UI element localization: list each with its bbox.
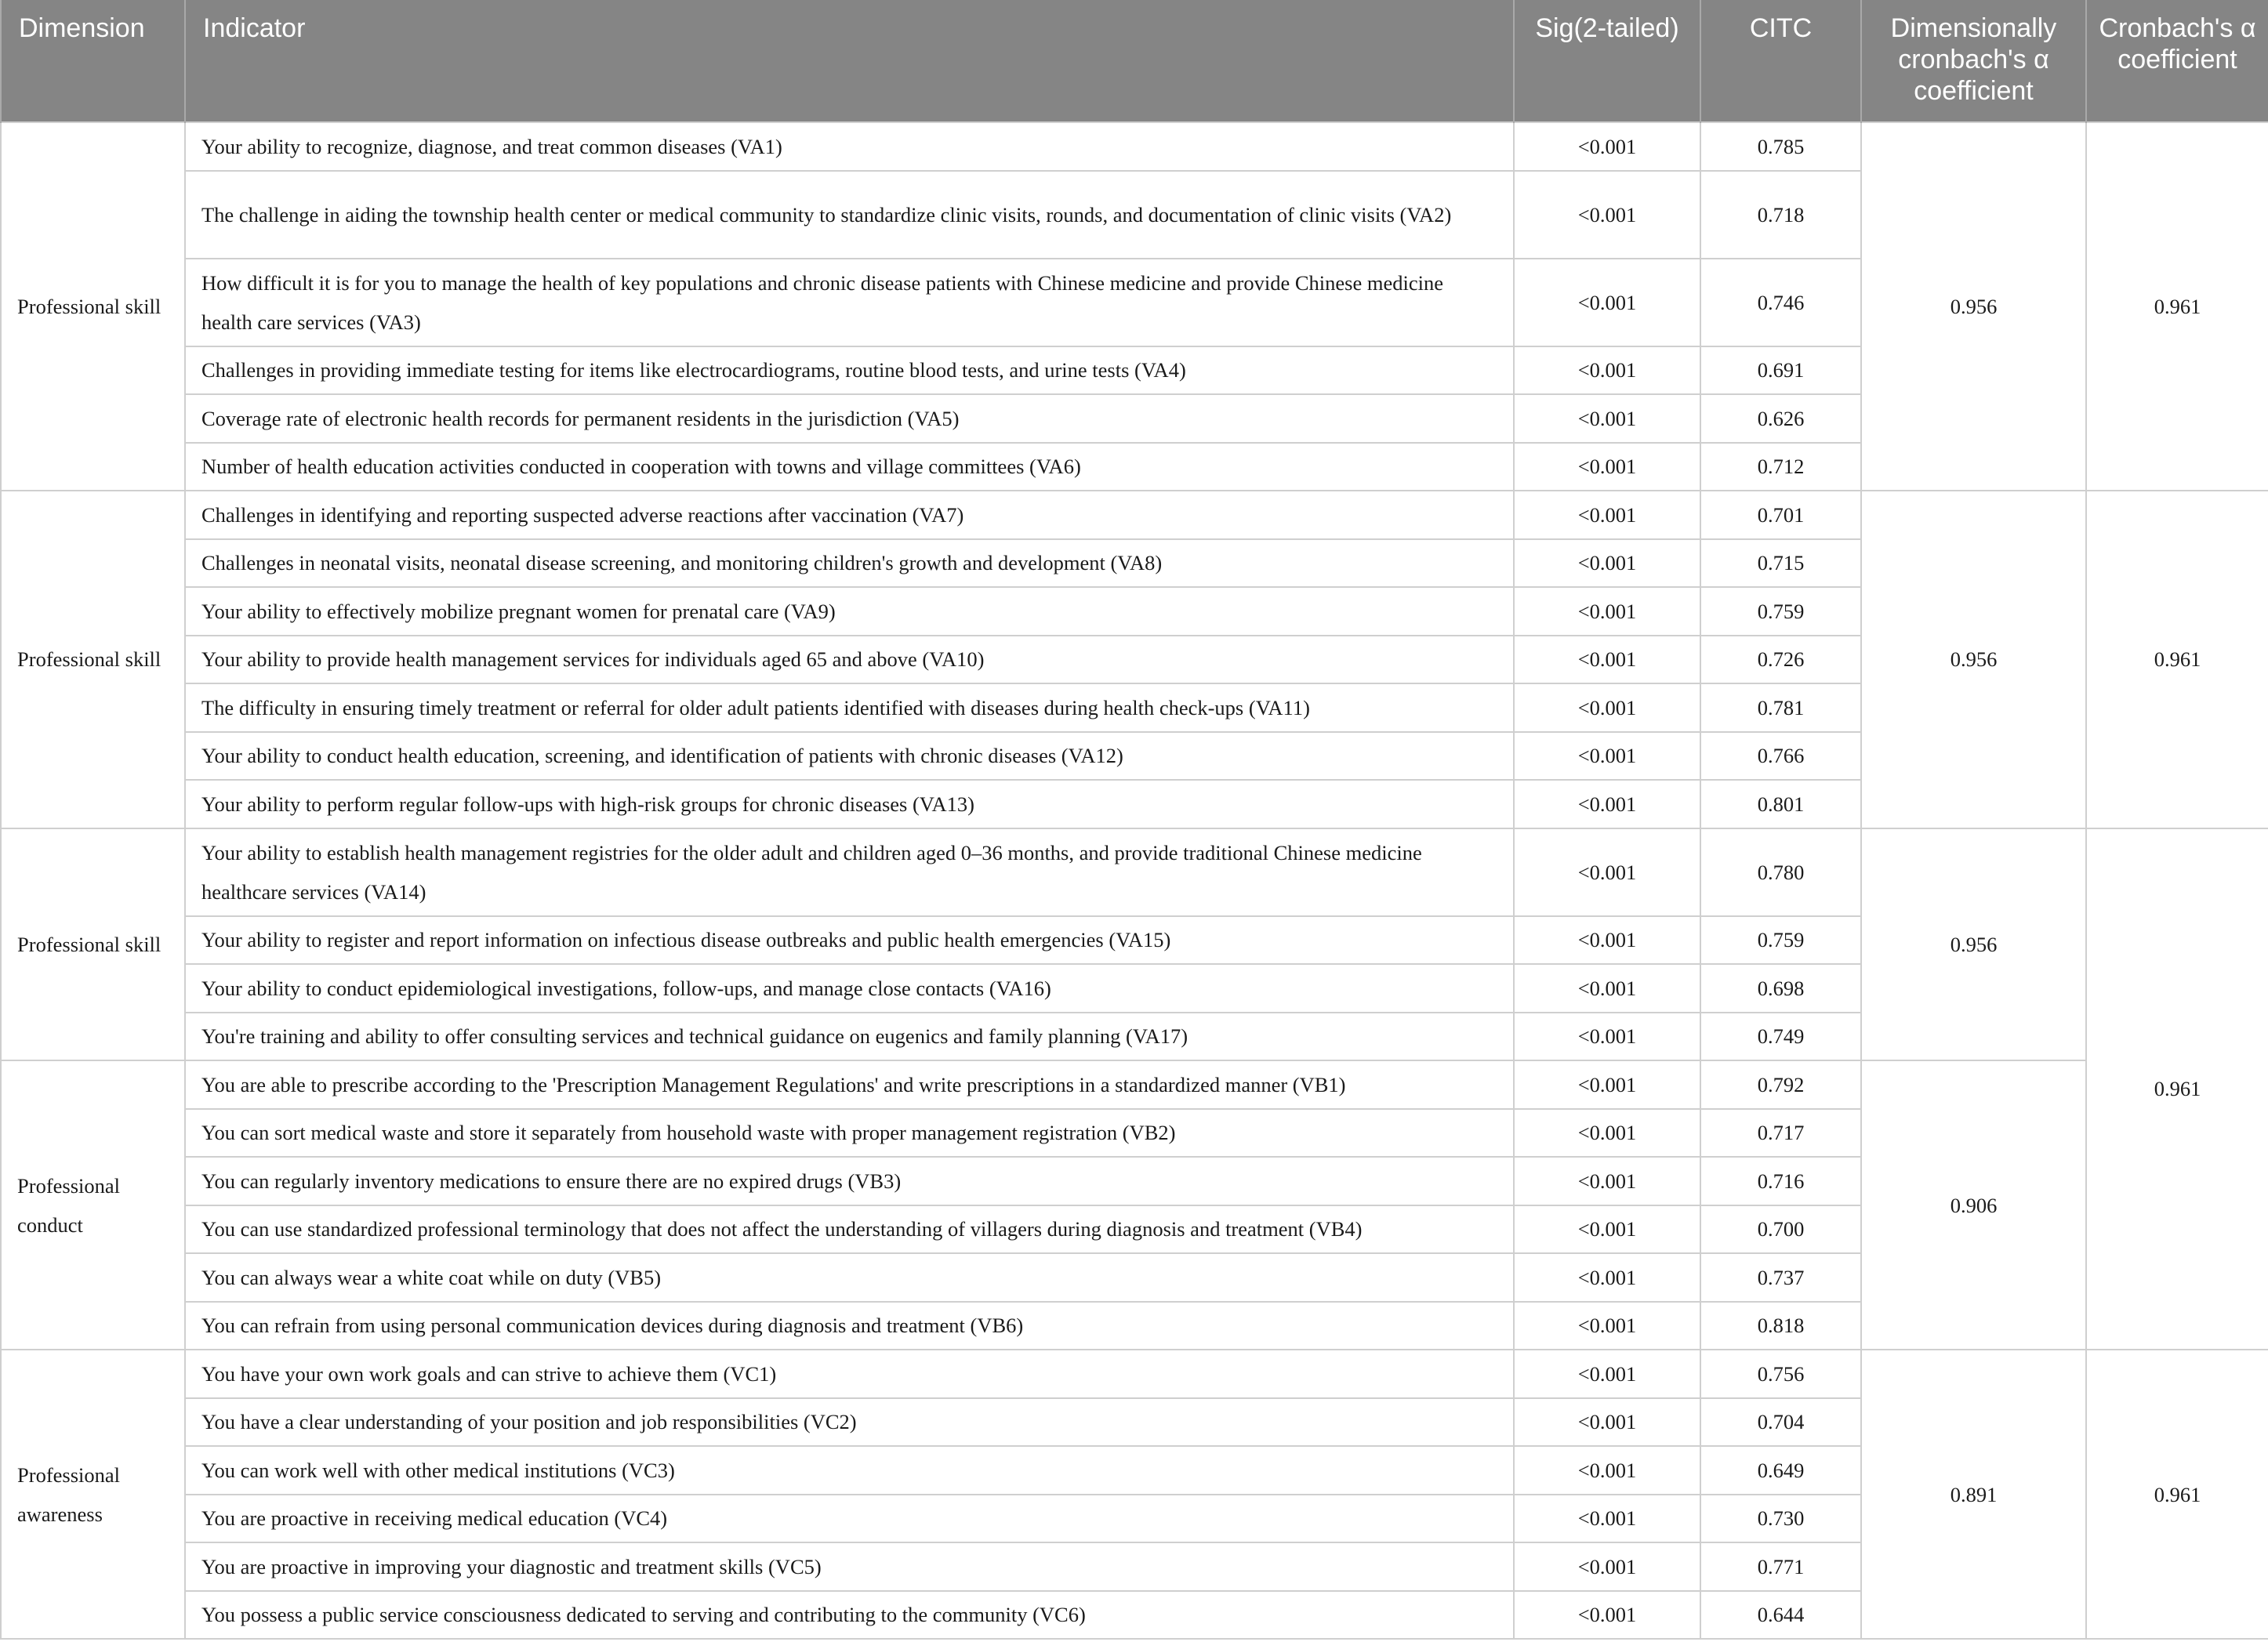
indicator-cell: The challenge in aiding the township health center or medical community to standardize clinic visits, rounds, and documentation of clinic visits (VA2) [185, 171, 1514, 259]
sig-cell: <0.001 [1514, 1350, 1700, 1398]
citc-cell: 0.759 [1700, 587, 1861, 636]
sig-cell: <0.001 [1514, 1302, 1700, 1350]
dimension-cell: Professional skill [1, 122, 185, 491]
dimension-cell: Professional awareness [1, 1350, 185, 1639]
sig-cell: <0.001 [1514, 964, 1700, 1013]
sig-cell: <0.001 [1514, 346, 1700, 395]
indicator-cell: Number of health education activities conducted in cooperation with towns and village committees (VA6) [185, 443, 1514, 491]
table-row [1, 491, 2268, 539]
citc-cell: 0.626 [1700, 394, 1861, 443]
indicator-cell: You possess a public service consciousness dedicated to serving and contributing to the community (VC6) [185, 1591, 1514, 1640]
sig-cell: <0.001 [1514, 1013, 1700, 1061]
citc-cell: 0.756 [1700, 1350, 1861, 1398]
citc-cell: 0.771 [1700, 1542, 1861, 1591]
header-dimension: Dimension [1, 0, 185, 122]
dim-alpha-cell: 0.956 [1861, 122, 2086, 491]
citc-cell: 0.715 [1700, 539, 1861, 588]
alpha-cell: 0.961 [2086, 828, 2268, 1350]
sig-cell: <0.001 [1514, 1446, 1700, 1495]
indicator-cell: Your ability to perform regular follow-ups with high-risk groups for chronic diseases (VA13) [185, 780, 1514, 828]
table-row [1, 1350, 2268, 1398]
indicator-cell: You can always wear a white coat while on duty (VB5) [185, 1253, 1514, 1302]
sig-cell: <0.001 [1514, 916, 1700, 965]
indicator-cell: Challenges in identifying and reporting suspected adverse reactions after vaccination (VA7) [185, 491, 1514, 539]
indicator-cell: You can sort medical waste and store it separately from household waste with proper management registration (VB2) [185, 1109, 1514, 1158]
citc-cell: 0.780 [1700, 828, 1861, 916]
citc-cell: 0.704 [1700, 1398, 1861, 1447]
indicator-cell: Challenges in providing immediate testing for items like electrocardiograms, routine blood tests, and urine tests (VA4) [185, 346, 1514, 395]
sig-cell: <0.001 [1514, 539, 1700, 588]
indicator-cell: You have a clear understanding of your position and job responsibilities (VC2) [185, 1398, 1514, 1447]
header-sig: Sig(2-tailed) [1514, 0, 1700, 122]
citc-cell: 0.717 [1700, 1109, 1861, 1158]
citc-cell: 0.698 [1700, 964, 1861, 1013]
header-dim-alpha: Dimensionally cronbach's α coefficient [1861, 0, 2086, 122]
citc-cell: 0.766 [1700, 732, 1861, 781]
dimension-cell: Professional skill [1, 828, 185, 1061]
citc-cell: 0.792 [1700, 1060, 1861, 1109]
citc-cell: 0.726 [1700, 636, 1861, 684]
sig-cell: <0.001 [1514, 1060, 1700, 1109]
indicator-cell: You can refrain from using personal communication devices during diagnosis and treatment (VB6) [185, 1302, 1514, 1350]
dim-alpha-cell: 0.891 [1861, 1350, 2086, 1639]
sig-cell: <0.001 [1514, 1205, 1700, 1254]
sig-cell: <0.001 [1514, 1495, 1700, 1543]
sig-cell: <0.001 [1514, 443, 1700, 491]
dim-alpha-cell: 0.956 [1861, 491, 2086, 828]
citc-cell: 0.701 [1700, 491, 1861, 539]
citc-cell: 0.730 [1700, 1495, 1861, 1543]
sig-cell: <0.001 [1514, 780, 1700, 828]
citc-cell: 0.801 [1700, 780, 1861, 828]
sig-cell: <0.001 [1514, 1542, 1700, 1591]
citc-cell: 0.818 [1700, 1302, 1861, 1350]
dimension-cell: Professional conduct [1, 1060, 185, 1350]
indicator-cell: Your ability to recognize, diagnose, and treat common diseases (VA1) [185, 122, 1514, 171]
sig-cell: <0.001 [1514, 1253, 1700, 1302]
alpha-cell: 0.961 [2086, 491, 2268, 828]
indicator-cell: You can regularly inventory medications to ensure there are no expired drugs (VB3) [185, 1157, 1514, 1205]
citc-cell: 0.785 [1700, 122, 1861, 171]
sig-cell: <0.001 [1514, 683, 1700, 732]
header-alpha: Cronbach's α coefficient [2086, 0, 2268, 122]
indicator-cell: Your ability to establish health management registries for the older adult and children aged 0–36 months, and provide traditional Chinese medicine healthcare services (VA14) [185, 828, 1514, 916]
citc-cell: 0.649 [1700, 1446, 1861, 1495]
citc-cell: 0.749 [1700, 1013, 1861, 1061]
indicator-cell: You are proactive in receiving medical education (VC4) [185, 1495, 1514, 1543]
dimension-cell: Professional skill [1, 491, 185, 828]
dim-alpha-cell: 0.956 [1861, 828, 2086, 1061]
citc-cell: 0.759 [1700, 916, 1861, 965]
indicator-cell: Your ability to conduct health education, screening, and identification of patients with chronic diseases (VA12) [185, 732, 1514, 781]
citc-cell: 0.644 [1700, 1591, 1861, 1640]
sig-cell: <0.001 [1514, 636, 1700, 684]
indicator-cell: Challenges in neonatal visits, neonatal disease screening, and monitoring children's growth and development (VA8) [185, 539, 1514, 588]
indicator-cell: You can use standardized professional terminology that does not affect the understanding of villagers during diagnosis and treatment (VB4) [185, 1205, 1514, 1254]
sig-cell: <0.001 [1514, 394, 1700, 443]
sig-cell: <0.001 [1514, 732, 1700, 781]
header-citc: CITC [1700, 0, 1861, 122]
indicator-cell: How difficult it is for you to manage the health of key populations and chronic disease patients with Chinese medicine and provide Chinese medicine health care services (VA3) [185, 259, 1514, 346]
citc-cell: 0.700 [1700, 1205, 1861, 1254]
citc-cell: 0.737 [1700, 1253, 1861, 1302]
citc-cell: 0.691 [1700, 346, 1861, 395]
citc-cell: 0.746 [1700, 259, 1861, 346]
indicator-cell: You're training and ability to offer consulting services and technical guidance on eugenics and family planning (VA17) [185, 1013, 1514, 1061]
sig-cell: <0.001 [1514, 587, 1700, 636]
sig-cell: <0.001 [1514, 828, 1700, 916]
sig-cell: <0.001 [1514, 491, 1700, 539]
indicator-cell: Coverage rate of electronic health records for permanent residents in the jurisdiction (VA5) [185, 394, 1514, 443]
sig-cell: <0.001 [1514, 1157, 1700, 1205]
indicator-cell: Your ability to provide health management services for individuals aged 65 and above (VA10) [185, 636, 1514, 684]
citc-cell: 0.718 [1700, 171, 1861, 259]
sig-cell: <0.001 [1514, 1591, 1700, 1640]
sig-cell: <0.001 [1514, 1398, 1700, 1447]
indicator-cell: You are able to prescribe according to the 'Prescription Management Regulations' and write prescriptions in a standardized manner (VB1) [185, 1060, 1514, 1109]
alpha-cell: 0.961 [2086, 1350, 2268, 1639]
citc-cell: 0.781 [1700, 683, 1861, 732]
sig-cell: <0.001 [1514, 171, 1700, 259]
indicator-cell: Your ability to conduct epidemiological investigations, follow-ups, and manage close contacts (VA16) [185, 964, 1514, 1013]
indicator-cell: You are proactive in improving your diagnostic and treatment skills (VC5) [185, 1542, 1514, 1591]
indicator-cell: You can work well with other medical institutions (VC3) [185, 1446, 1514, 1495]
table-row [1, 122, 2268, 171]
sig-cell: <0.001 [1514, 1109, 1700, 1158]
indicator-cell: Your ability to effectively mobilize pregnant women for prenatal care (VA9) [185, 587, 1514, 636]
table-row [1, 828, 2268, 916]
alpha-cell: 0.961 [2086, 122, 2268, 491]
indicator-cell: The difficulty in ensuring timely treatment or referral for older adult patients identified with diseases during health check-ups (VA11) [185, 683, 1514, 732]
sig-cell: <0.001 [1514, 259, 1700, 346]
table-row [1, 1060, 2268, 1109]
header-indicator: Indicator [185, 0, 1514, 122]
header-row [1, 0, 2268, 122]
citc-cell: 0.716 [1700, 1157, 1861, 1205]
citc-cell: 0.712 [1700, 443, 1861, 491]
indicator-cell: You have your own work goals and can strive to achieve them (VC1) [185, 1350, 1514, 1398]
indicator-cell: Your ability to register and report information on infectious disease outbreaks and public health emergencies (VA15) [185, 916, 1514, 965]
dim-alpha-cell: 0.906 [1861, 1060, 2086, 1350]
sig-cell: <0.001 [1514, 122, 1700, 171]
